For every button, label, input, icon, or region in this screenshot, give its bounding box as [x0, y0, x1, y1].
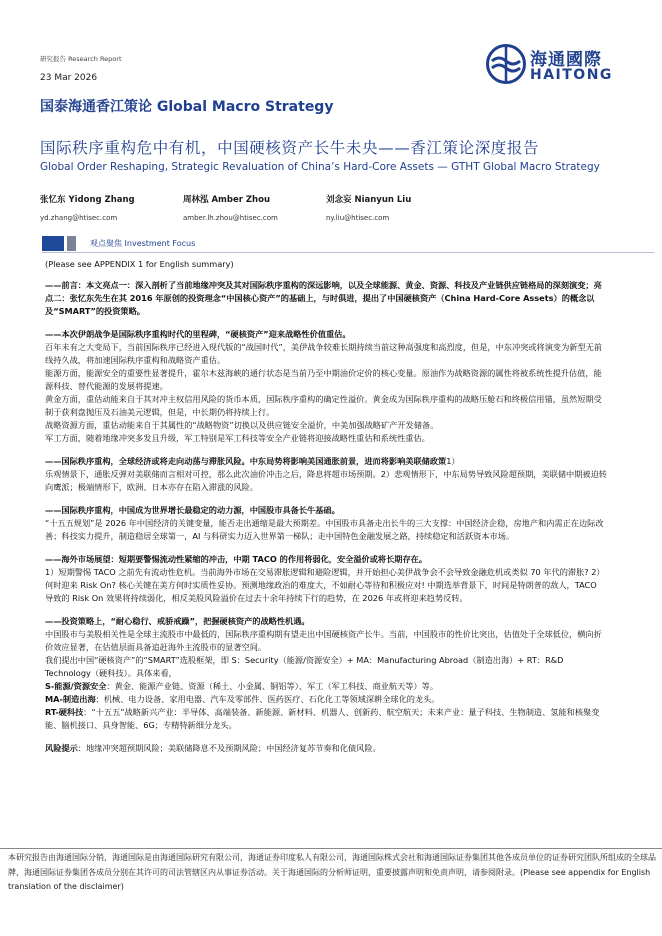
smart-item-text: ：“十五五”战略新兴产业：半导体、高端装备、新能源、新材料、机器人、创新药、航空航天；未来产业：量子科技、生物制造、氢能和核聚变能、脑机接口、具身智能、6G；专精特新细分龙头。: [45, 707, 600, 730]
footer-divider: [0, 848, 662, 849]
paragraph: 军工方面，随着地缘冲突多发且升级，军工特别是军工科技等安全产业链将迎接战略性重估和系统性重估。: [45, 433, 430, 443]
section-divider: [42, 252, 654, 253]
smart-item-label: MA-制造出海: [45, 694, 96, 704]
brand-name-cn: 海通國際: [530, 50, 602, 70]
preface-paragraph: ——前言：本文亮点一：深入剖析了当前地缘冲突及其对国际秩序重构的深远影响，以及全球能源、黄金、资源、科技及产业链供应链格局的深刻演变；亮点二：张忆东先生在其 2016 年原创的投资理念“中国核心资产”的基础上，与时俱进，提出了中国硬核资产（China Hard-Core Assets）的概念以及“SMART”的投资策略。: [45, 280, 602, 316]
focus-marker-secondary: [67, 236, 76, 251]
report-type-label: 研究报告 Research Report: [40, 55, 122, 63]
brand-name-en: HAITONG: [530, 67, 613, 83]
paragraph: “十五五规划”是 2026 年中国经济的关键变量，能否走出通缩是最大预期差。中国股市具备走出长牛的三大支撑：中国经济企稳，房地产和内需正在边际改善；科技实力提升，制造稳居全球第一，AI 与科研实力迈入世界第一梯队；走中国特色金融发展之路，持续稳定和活跃资本市场。: [45, 518, 604, 541]
section-heading: ——海外市场展望：短期要警惕流动性紧缩的冲击，中期 TACO 的作用将弱化，安全溢价或将长期存在。: [45, 554, 428, 564]
smart-item-label: S-能源/资源安全: [45, 681, 107, 691]
author-name: 周林泓 Amber Zhou: [183, 195, 271, 205]
section-heading: ——投资策略上，“耐心稳行、戒骄戒躁”，把握硬核资产的战略性机遇。: [45, 616, 310, 626]
smart-item-label: RT-硬科技: [45, 707, 84, 717]
footer-disclaimer: 本研究报告由海通国际分销，海通国际是由海通国际研究有限公司，海通证券印度私人有限公司，海通国际株式会社和海通国际证券集团其他各成员单位的证券研究团队所组成的全球品牌，海通国际证券集团各成员分别在其许可的司法管辖区内从事证券活动。关于海通国际的分析师证明，重要披露声明和免责声明，请参阅附录。(Please see appendix for English translation of the disclaimer): [8, 853, 656, 892]
series-title: 国泰海通香江策论 Global Macro Strategy: [40, 99, 334, 115]
section-heading: ——本次伊朗战争是国际秩序重构时代的里程碑，“硬核资产”迎来战略性价值重估。: [45, 329, 351, 339]
report-date: 23 Mar 2026: [40, 73, 98, 83]
author-block: [40, 193, 135, 222]
paragraph: 1）短期警惕 TACO 之前先有流动性危机。当前海外市场在交易滞胀逻辑和避险逻辑，并开始担心美伊战争会不会导致金融危机或类似 70 年代的滞胀? 2）何时迎来 Risk On? 核心关键在美方何时实质性妥协。预测地缘政治的难度大，不如耐心等待和积极应对! 中期选举背景下，时间是特朗普的敌人，TACO 导致的 Risk On 效果将持续弱化，相反美股风险溢价在过去十余年持续下行的趋势，在 2026 年或将迎来趋势反转。: [45, 567, 605, 603]
paragraph: 能源方面，能源安全的重要性显著提升，霍尔木兹海峡的通行状态是当前乃至中期油价定价的核心变量。原油作为战略资源的属性将被系统性提升估值，能源科技、替代能源的发展将提速。: [45, 368, 602, 391]
risk-label: 风险提示: [45, 743, 78, 753]
appendix-note: (Please see APPENDIX 1 for English summary): [45, 259, 234, 269]
section-heading-tail: 1）: [446, 456, 460, 466]
author-name: 张忆东 Yidong Zhang: [40, 195, 135, 205]
paragraph: 战略资源方面，重估动能来自于其属性的“战略物资”切换以及供应链安全溢价，中美加强战略矿产开发储备。: [45, 420, 439, 430]
risk-warning: [45, 742, 607, 755]
paragraph: 百年未有之大变局下，当前国际秩序已经进入现代版的“战国时代”，美伊战争较难长期持续当前这种高强度和高烈度，但是，中东冲突或将演变为新型无前线持久战，将加速国际秩序重构和战略资产重估。: [45, 342, 603, 365]
haitong-logo-icon: [486, 44, 526, 84]
section-heading: ——国际秩序重构，中国成为世界增长最稳定的动力源，中国股市具备长牛基础。: [45, 505, 340, 515]
author-email[interactable]: amber.lh.zhou@htisec.com: [183, 214, 278, 222]
smart-item-ma: [45, 693, 607, 706]
smart-item-text: ：黄金、能源产业链、资源（稀土、小金属、铜铝等）、军工（军工科技、商业航天等）等。: [106, 681, 439, 691]
author-email[interactable]: yd.zhang@htisec.com: [40, 214, 118, 222]
focus-marker-primary: [42, 236, 64, 251]
author-email[interactable]: ny.liu@htisec.com: [326, 214, 390, 222]
risk-text: ：地缘冲突超预期风险；美联储降息不及预期风险；中国经济复苏节奏和化债风险。: [77, 743, 381, 753]
paragraph: 乐观情景下，通胀反弹对美联储而言相对可控，那么此次油价冲击之后，降息将超市场预期。2）悲观情形下，中东局势导致风险超预期，美联储中期被迫转向鹰派；极端情形下，欧洲、日本亦存在陷入滞涨的风险。: [45, 469, 607, 492]
section-heading: [45, 455, 607, 468]
investment-focus-heading: 观点聚焦 Investment Focus: [90, 239, 196, 248]
paragraph: 中国股市与美股相关性是全球主流股市中最低的，国际秩序重构期有望走出中国硬核资产长牛。当前，中国股市的性价比突出，估值处于全球低位，横向折价效应显著，在估值层面具备追赶海外主流股市的显著空间。: [45, 629, 602, 652]
smart-item-text: ：机械、电力设备、家用电器、汽车及零部件、医药医疗、石化化工等领域深耕全球化的龙头。: [95, 694, 440, 704]
report-title-en: Global Order Reshaping, Strategic Revaluation of China’s Hard-Core Assets — GTHT Global Macro Strategy: [40, 161, 600, 173]
smart-item-rt: [45, 706, 607, 732]
investment-focus-body: [45, 258, 607, 755]
section-heading-bold: ——国际秩序重构，全球经济或将走向动荡与滞胀风险。中东局势将影响美国通胀前景，进而将影响美联储政策: [45, 456, 447, 466]
author-name: 刘念妄 Nianyun Liu: [326, 195, 412, 205]
author-block: [326, 193, 411, 222]
paragraph: 黄金方面，重估动能来自于其对冲主权信用风险的货币本质，国际秩序重构的确定性溢价。黄金成为国际秩序重构的战略压舱石和终极信用锚，虽然短期受制于获利盘抛压及石油美元逻辑，但是，中长期仍将持续上行。: [45, 394, 602, 417]
report-title-cn: 国际秩序重构危中有机，中国硬核资产长牛未央——香江策论深度报告: [40, 139, 540, 157]
smart-item-s: [45, 680, 607, 693]
author-block: [183, 193, 278, 222]
paragraph: 我们提出中国“硬核资产”的“SMART”选股框架，即 S：Security（能源/资源安全）+ MA：Manufacturing Abroad（制造出海）+ RT：R&D Technology（硬科技）。具体来看，: [45, 655, 564, 678]
